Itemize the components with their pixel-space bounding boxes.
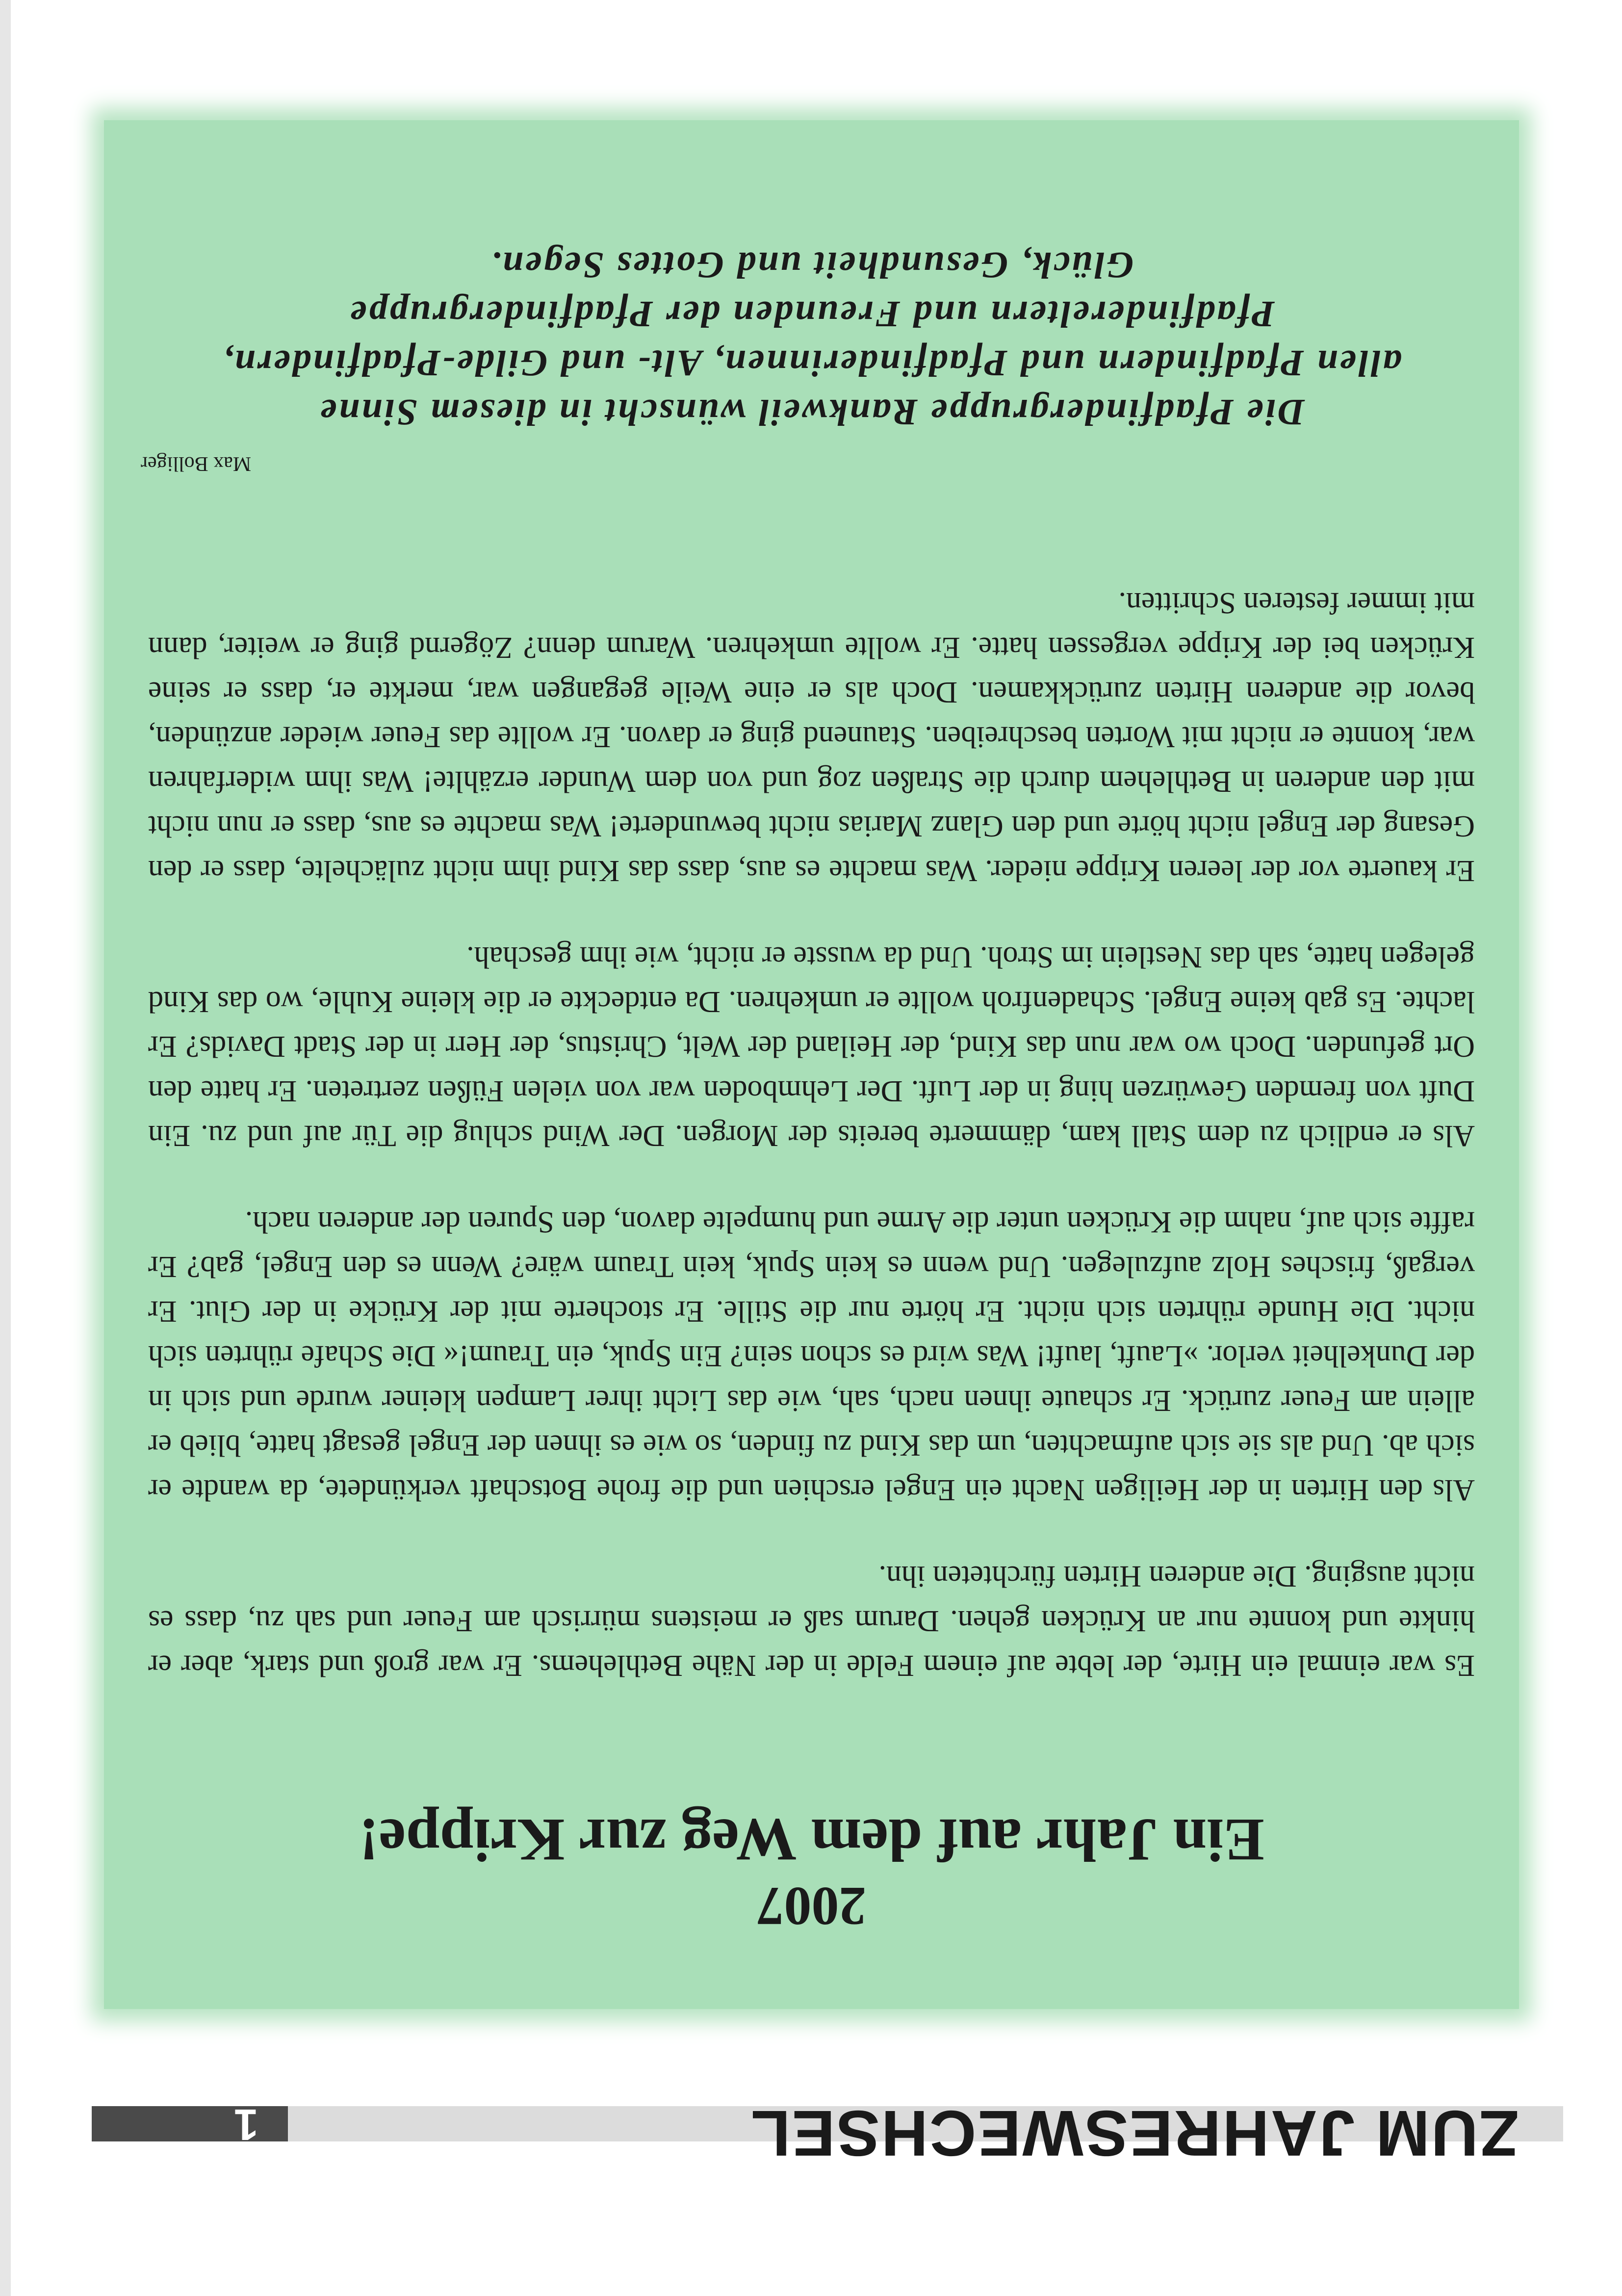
greeting-block	[148, 240, 1475, 437]
greeting-line: Glück, Gesundheit und Gottes Segen.	[489, 244, 1134, 286]
story-paragraph-1: Es war einmal ein Hirte, der lebte auf einem Felde in der Nähe Bethlehems. Er war groß und stark, aber er hinkte und konnte nur an Krücken gehen. Darum saß er meistens mürrisch am Feuer und sah zu, dass es nicht ausging. Die anderen Hirten fürchteten ihn.	[148, 1560, 1475, 1682]
section-title: ZUM JAHRESWECHSEL	[749, 2097, 1519, 2169]
author-credit: Max Bolliger	[141, 452, 252, 475]
story-text	[148, 539, 1475, 1688]
article-title: Ein Jahr auf dem Weg zur Krippe!	[359, 1806, 1264, 1874]
binding-strip	[0, 0, 11, 2296]
article-year: 2007	[756, 1876, 867, 1936]
greeting-line: allen Pfadfindern und Pfadfinderinnen, Alt- und Gilde-Pfadfindern,	[221, 342, 1402, 384]
story-paragraph-2: Als den Hirten in der Heiligen Nacht ein Engel erschien und die frohe Botschaft verkündete, da wandte er sich ab. Und als sie sich aufmachten, um das Kind zu finden, so wie es ihnen der Engel gesagt hatte, blieb er allein am Feuer zurück. Er schaute ihnen nach, sah, wie das Licht ihrer Lampen kleiner wurde und sich in der Dunkelheit verlor. »Lauft, lauft! Was wird es schon sein? Ein Spuk, ein Traum!« Die Schafe rührten sich nicht. Die Hunde rührten sich nicht. Er hörte nur die Stille. Er stocherte mit der Krücke in der Glut. Er vergaß, frisches Holz aufzulegen. Und wenn es kein Spuk, kein Traum wäre? Wenn es den Engel, gab? Er raffte sich auf, nahm die Krücken unter die Arme und humpelte davon, den Spuren der anderen nach.	[148, 1205, 1475, 1507]
page-number: 1	[233, 2100, 259, 2149]
greeting-line: Die Pfadfindergruppe Rankweil wünscht in diesem Sinne	[318, 391, 1305, 433]
story-paragraph-4: Er kauerte vor der leeren Krippe nieder. Was machte es aus, dass das Kind ihm nicht zulächelte, dass er den Gesang der Engel nicht hörte und den Glanz Marias nicht bewunderte! Was machte es aus, dass er nun nicht mit den anderen in Bethlehem durch die Straßen zog und von dem Wunder erzählte! Was ihm widerfahren war, konnte er nicht mit Worten beschreiben. Staunend ging er davon. Er wollte das Feuer wieder anzünden, bevor die anderen Hirten zurückkamen. Doch als er eine Weile gegangen war, merkte er, dass er seine Krücken bei der Krippe vergessen hatte. Er wollte umkehren. Warum denn? Zögernd ging er weiter, dann mit immer festeren Schritten.	[148, 586, 1475, 887]
story-paragraph-3: Als er endlich zu dem Stall kam, dämmerte bereits der Morgen. Der Wind schlug die Tür auf und zu. Ein Duft von fremden Gewürzen hing in der Luft. Der Lehmboden war von vielen Füßen zertreten. Er hatte den Ort gefunden. Doch wo war nun das Kind, der Heiland der Welt, Christus, der Herr in der Stadt Davids? Er lachte. Es gab keine Engel. Schadenfroh wollte er umkehren. Da entdeckte er die kleine Kuhle, wo das Kind gelegen hatte, sah das Nestlein im Stroh. Und da wusste er nicht, wie ihm geschah.	[148, 940, 1475, 1152]
greeting-line: Pfadfindereltern und Freunden der Pfadfindergruppe	[348, 293, 1275, 335]
